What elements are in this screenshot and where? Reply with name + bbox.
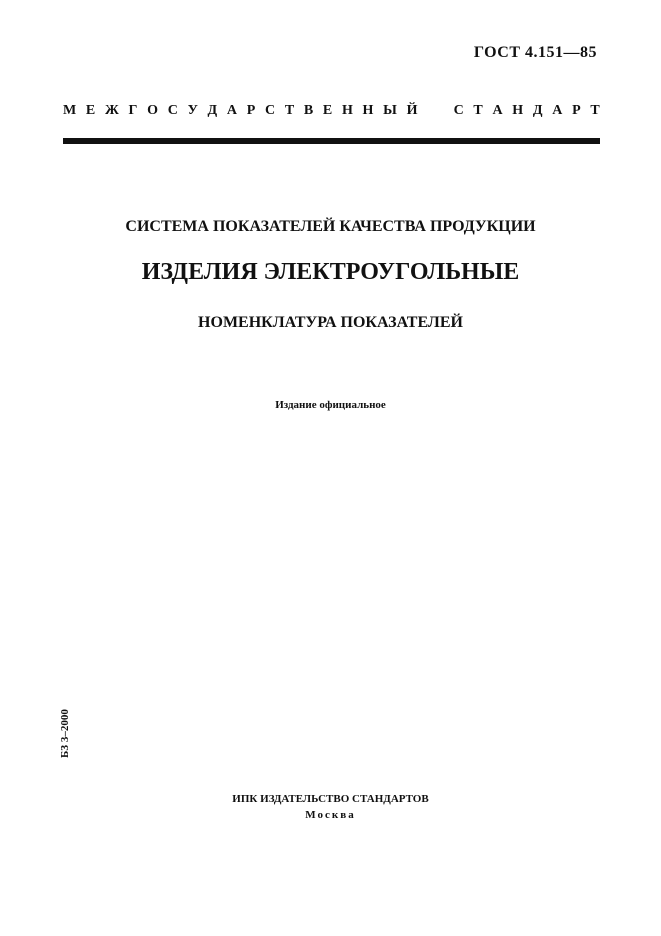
banner-letter: Н <box>362 103 374 118</box>
banner-letter: Ы <box>383 103 397 118</box>
main-title: ИЗДЕЛИЯ ЭЛЕКТРОУГОЛЬНЫЕ <box>141 259 520 285</box>
banner-letter: Н <box>512 103 524 118</box>
banner-letter: Н <box>341 103 353 118</box>
side-catalog-code: БЗ 3–2000 <box>59 709 71 758</box>
publisher-city: Москва <box>305 809 356 821</box>
banner-letter: М <box>63 103 77 118</box>
document-number: ГОСТ 4.151—85 <box>473 44 597 61</box>
banner-letter: А <box>226 103 238 118</box>
sub-title: НОМЕНКЛАТУРА ПОКАЗАТЕЛЕЙ <box>198 314 463 331</box>
banner-letter: С <box>167 103 178 118</box>
header-rule <box>63 138 600 144</box>
banner-letter: Й <box>406 103 418 118</box>
banner-letter <box>427 103 431 119</box>
banner-letter: Д <box>207 103 218 118</box>
banner-letter <box>440 103 444 119</box>
banner-letter: С <box>453 103 464 118</box>
banner-letter: У <box>187 103 198 118</box>
banner-letter: Т <box>284 103 295 118</box>
edition-note: Издание официальное <box>275 399 386 411</box>
banner-letter: Т <box>473 103 483 118</box>
publisher: ИПК ИЗДАТЕЛЬСТВО СТАНДАРТОВ <box>232 793 429 805</box>
banner-letter: А <box>552 103 563 118</box>
banner-letter: Е <box>322 103 333 118</box>
banner-letter: Ж <box>104 103 119 118</box>
banner-letter: Е <box>85 103 96 118</box>
banner-letter: Р <box>572 103 581 118</box>
banner-letter: С <box>264 103 276 118</box>
banner-letter: Р <box>246 103 256 118</box>
banner-letter: Г <box>128 103 138 118</box>
standard-banner <box>63 103 600 119</box>
banner-letter: Д <box>532 103 543 118</box>
banner-letter: О <box>147 103 159 118</box>
banner-letter: В <box>303 103 314 118</box>
banner-letter: Т <box>590 103 600 118</box>
banner-letter: А <box>492 103 503 118</box>
system-title: СИСТЕМА ПОКАЗАТЕЛЕЙ КАЧЕСТВА ПРОДУКЦИИ <box>125 218 536 235</box>
